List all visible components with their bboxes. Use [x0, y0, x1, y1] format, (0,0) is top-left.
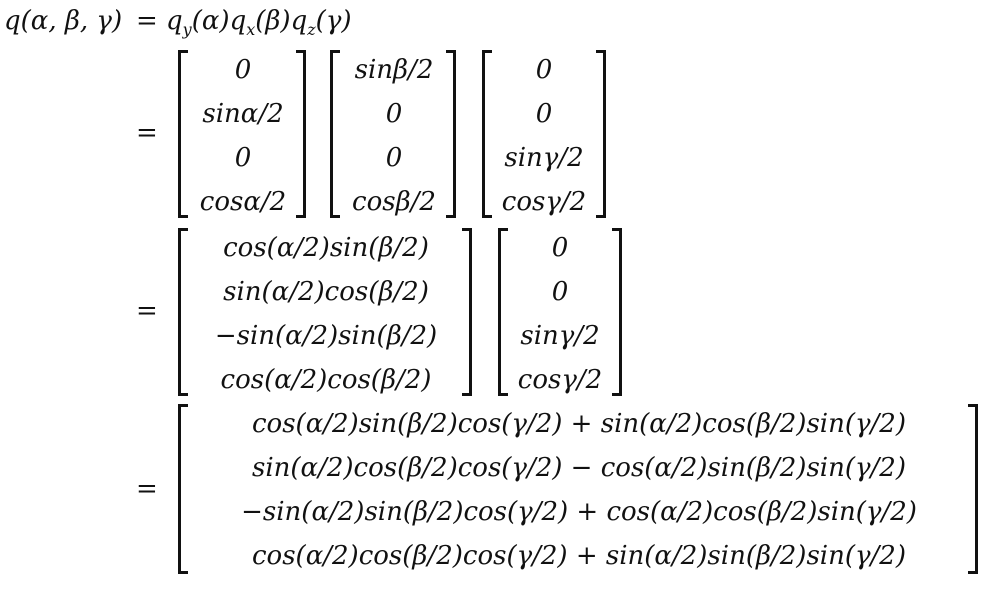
vector-cell: 0: [551, 277, 569, 307]
vector-cell: sin(α/2)cos(β/2): [223, 277, 429, 307]
vector-cell: 0: [551, 233, 569, 263]
vector-cell: 0: [234, 55, 252, 85]
vector-qy: [188, 48, 298, 220]
vector-qx: [340, 48, 448, 220]
vector-qyqx: [188, 226, 464, 398]
vector-cell: sinβ/2: [354, 55, 434, 85]
q-z-arg: (γ): [315, 6, 352, 36]
vector-cell: 0: [385, 143, 403, 173]
equals-sign-4: =: [136, 474, 158, 504]
bracket-left: [178, 228, 188, 396]
bracket-left: [178, 404, 188, 574]
vector-cell: sinγ/2: [504, 143, 584, 173]
vector-cell: sinα/2: [202, 99, 284, 129]
bracket-right: [296, 50, 306, 218]
vector-qz-2: [508, 226, 612, 398]
q-y-arg: (α): [191, 6, 230, 36]
q-z-sub: z: [307, 20, 316, 39]
vector-cell: cos(α/2)sin(β/2): [223, 233, 429, 263]
q-y: q: [166, 6, 183, 36]
q-x: q: [229, 6, 247, 36]
vector-cell: sinγ/2: [520, 321, 600, 351]
vector-qz: [492, 48, 596, 220]
equals-sign-3: =: [136, 296, 158, 326]
vector-cell: cos(α/2)cos(β/2): [220, 365, 432, 395]
bracket-right: [462, 228, 472, 396]
bracket-right: [446, 50, 456, 218]
vector-cell: 0: [535, 99, 553, 129]
q-x-arg: (β): [255, 6, 291, 36]
q-z: q: [290, 6, 308, 36]
vector-cell: −sin(α/2)sin(β/2)cos(γ/2) + cos(α/2)cos(β/2)sin(γ/2): [241, 497, 917, 527]
bracket-left: [482, 50, 492, 218]
quaternion-product: [166, 6, 352, 39]
vector-cell: 0: [234, 143, 252, 173]
equals-sign-2: =: [136, 118, 158, 148]
q-x-sub: x: [246, 20, 256, 39]
lhs-text: q(α, β, γ): [4, 6, 123, 36]
vector-cell: cos(α/2)cos(β/2)cos(γ/2) + sin(α/2)sin(β/2)sin(γ/2): [252, 541, 906, 571]
vector-cell: cos(α/2)sin(β/2)cos(γ/2) + sin(α/2)cos(β/2)sin(γ/2): [252, 409, 906, 439]
vector-cell: cosγ/2: [517, 365, 603, 395]
equals-sign-1: =: [136, 6, 158, 36]
vector-cell: −sin(α/2)sin(β/2): [214, 321, 438, 351]
vector-cell: cosα/2: [199, 187, 287, 217]
vector-result: [188, 402, 970, 576]
vector-cell: 0: [535, 55, 553, 85]
q-y-sub: y: [182, 20, 192, 39]
bracket-left: [330, 50, 340, 218]
bracket-left: [178, 50, 188, 218]
bracket-right: [612, 228, 622, 396]
bracket-right: [968, 404, 978, 574]
vector-cell: 0: [385, 99, 403, 129]
bracket-left: [498, 228, 508, 396]
vector-cell: sin(α/2)cos(β/2)cos(γ/2) − cos(α/2)sin(β/2)sin(γ/2): [252, 453, 906, 483]
bracket-right: [596, 50, 606, 218]
vector-cell: cosγ/2: [501, 187, 587, 217]
vector-cell: cosβ/2: [352, 187, 436, 217]
equation-lhs: [4, 6, 122, 36]
